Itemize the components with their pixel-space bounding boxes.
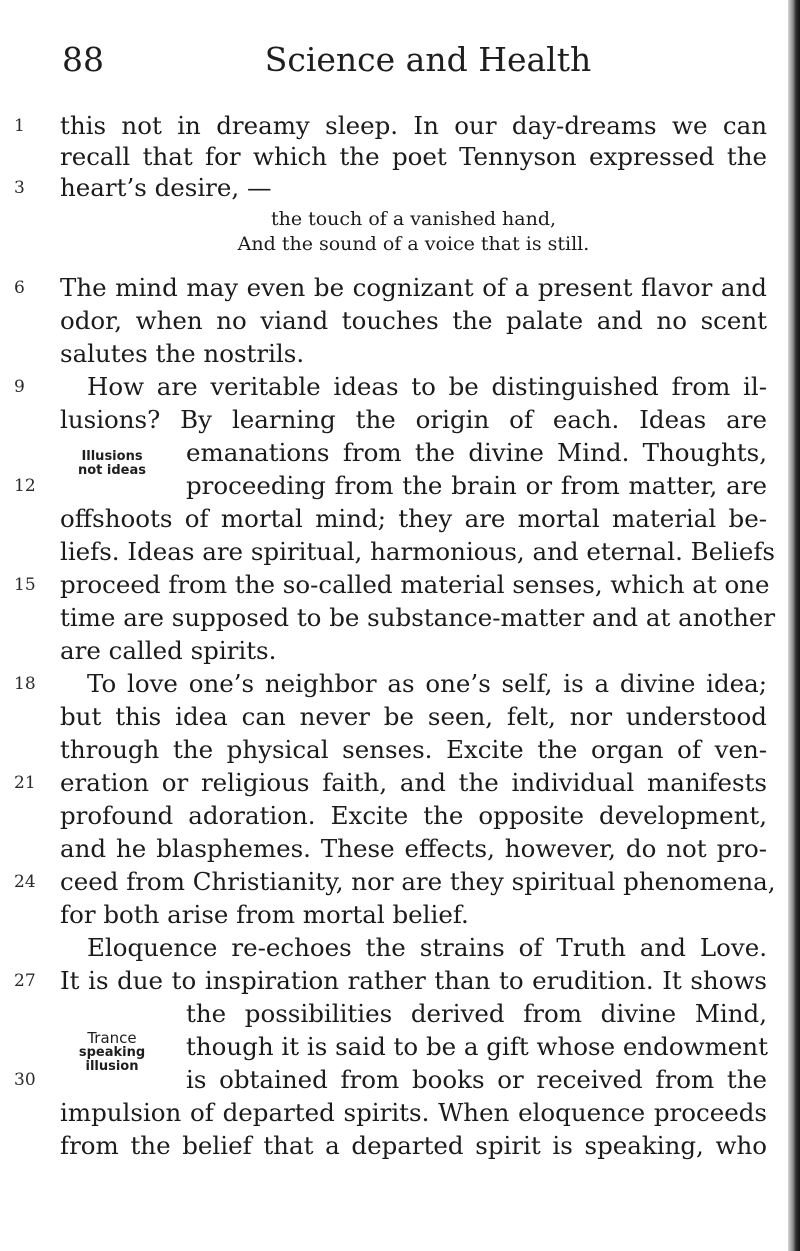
marginal-note (56, 1030, 168, 1074)
text-line: and he blasphemes. These effects, however, do not pro- (60, 834, 767, 863)
marginal-note (56, 450, 168, 478)
line-number: 24 (14, 872, 36, 892)
page-edge-shadow (788, 0, 800, 1251)
line-number: 30 (14, 1070, 36, 1090)
text-line: but this idea can never be seen, felt, nor understood (60, 702, 767, 731)
text-line: though it is said to be a gift whose endowment (186, 1032, 768, 1061)
text-line: are called spirits. (60, 636, 277, 665)
line-number: 9 (14, 377, 25, 397)
text-line: proceeding from the brain or from matter, are (186, 471, 767, 500)
text-line: ceed from Christianity, nor are they spiritual phenomena, (60, 867, 776, 896)
text-line: offshoots of mortal mind; they are mortal material be- (60, 504, 767, 533)
text-line: impulsion of departed spirits. When eloquence proceeds (60, 1098, 767, 1127)
page-number: 88 (62, 40, 104, 79)
text-line: Eloquence re-echoes the strains of Truth and Love. (87, 933, 767, 962)
line-number: 21 (14, 773, 36, 793)
marginal-note-line: not ideas (77, 463, 146, 478)
text-line: time are supposed to be substance-matter and at another (60, 603, 776, 632)
line-number: 27 (14, 971, 36, 991)
text-line: To love one’s neighbor as one’s self, is a divine idea; (87, 669, 767, 698)
text-line: lusions? By learning the origin of each. Ideas are (60, 405, 767, 434)
marginal-note-line: illusion (85, 1059, 139, 1074)
running-title: Science and Health (264, 40, 592, 79)
text-line: eration or religious faith, and the individual manifests (60, 768, 767, 797)
text-line: is obtained from books or received from the (186, 1065, 767, 1094)
text-line: How are veritable ideas to be distinguished from il- (87, 372, 767, 401)
verse-line: And the sound of a voice that is still. (237, 233, 590, 255)
line-number: 18 (14, 674, 36, 694)
text-line: from the belief that a departed spirit is speaking, who (60, 1131, 767, 1160)
verse-line: the touch of a vanished hand, (270, 208, 557, 230)
marginal-note-line: Illusions (81, 449, 143, 464)
text-line: The mind may even be cognizant of a present flavor and (60, 273, 767, 302)
text-line: emanations from the divine Mind. Thoughts, (186, 438, 767, 467)
text-line: heart’s desire, — (60, 173, 272, 202)
marginal-note-line: Trance (87, 1029, 137, 1047)
text-line: odor, when no viand touches the palate and no scent (60, 306, 767, 335)
line-number: 12 (14, 476, 36, 496)
text-line: the possibilities derived from divine Mind, (186, 999, 767, 1028)
text-line: It is due to inspiration rather than to erudition. It shows (60, 966, 767, 995)
text-line: recall that for which the poet Tennyson expressed the (60, 142, 767, 171)
text-line: for both arise from mortal belief. (60, 900, 469, 929)
text-line: through the physical senses. Excite the organ of ven- (60, 735, 767, 764)
text-line: salutes the nostrils. (60, 339, 305, 368)
text-line: proceed from the so-called material senses, which at one (60, 570, 770, 599)
page-header (0, 36, 800, 86)
line-number: 3 (14, 178, 25, 198)
line-number: 1 (14, 116, 25, 136)
marginal-note-line: speaking (78, 1045, 146, 1060)
text-line: liefs. Ideas are spiritual, harmonious, and eternal. Beliefs (60, 537, 775, 566)
line-number: 6 (14, 278, 25, 298)
text-line: this not in dreamy sleep. In our day-dreams we can (60, 111, 767, 140)
line-number: 15 (14, 575, 36, 595)
text-line: profound adoration. Excite the opposite development, (60, 801, 767, 830)
